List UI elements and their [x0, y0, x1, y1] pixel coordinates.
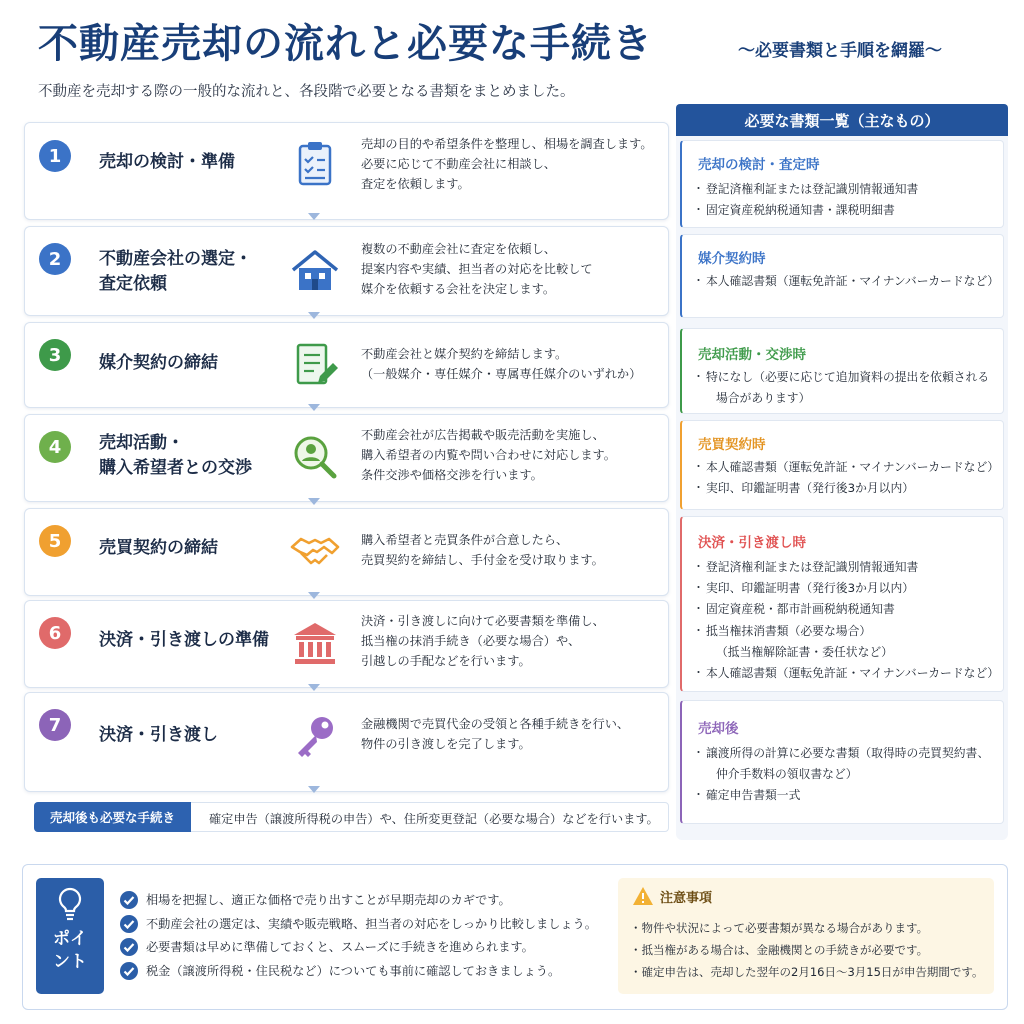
step-description: 決済・引き渡しに向けて必要書類を準備し、 抵当権の抹消手続き（必要な場合）や、 引越しの手配などを行います。 [361, 614, 605, 668]
doc-item: ・ 特になし（必要に応じて追加資料の提出を依頼される [696, 367, 993, 388]
doc-section-title: 売却後 [698, 721, 739, 737]
step-card-5 [24, 508, 669, 596]
doc-section-title: 売却の検討・査定時 [698, 157, 820, 173]
doc-item: ・ 実印、印鑑証明書（発行後3か月以内） [696, 578, 993, 599]
doc-item: ・ 実印、印鑑証明書（発行後3か月以内） [696, 478, 993, 499]
after-sale-label: 売却後も必要な手続き [34, 802, 191, 832]
point-item: 必要書類は早めに準備しておくと、スムーズに手続きを進められます。 [120, 937, 597, 961]
document-pen-icon [289, 339, 341, 391]
flow-arrow [308, 312, 320, 319]
doc-item: ・ 譲渡所得の計算に必要な書類（取得時の売買契約書、 [696, 743, 993, 764]
step-title: 売却の検討・準備 [99, 152, 235, 173]
doc-section-brokerage [680, 234, 1004, 318]
step-number: 5 [39, 525, 71, 557]
doc-list [696, 271, 1000, 292]
after-sale-bar [34, 802, 669, 832]
doc-item: ・ 本人確認書類（運転免許証・マイナンバーカードなど） [696, 271, 993, 292]
step-title: 決済・引き渡しの準備 [99, 630, 269, 651]
step-number: 4 [39, 431, 71, 463]
bank-icon [289, 617, 341, 669]
doc-item: ・ 本人確認書類（運転免許証・マイナンバーカードなど） [696, 663, 993, 684]
doc-section-title: 売却活動・交渉時 [698, 347, 806, 363]
step-card-4 [24, 414, 669, 502]
point-badge-label: ポイ ント [53, 929, 87, 972]
doc-section-settlement [680, 516, 1004, 692]
doc-item: ・ 固定資産税・都市計画税納税通知書 [696, 599, 993, 620]
intro-text: 不動産を売却する際の一般的な流れと、各段階で必要となる書類をまとめました。 [38, 84, 575, 100]
step-title: 不動産会社の選定・ 査定依頼 [99, 248, 252, 294]
flow-arrow [308, 684, 320, 691]
doc-item: （抵当権解除証書・委任状など） [716, 644, 893, 659]
doc-item: ・ 本人確認書類（運転免許証・マイナンバーカードなど） [696, 457, 993, 478]
flow-arrow [308, 786, 320, 793]
check-icon [120, 915, 138, 933]
step-title: 媒介契約の締結 [99, 353, 218, 374]
check-icon [120, 962, 138, 980]
check-icon [120, 891, 138, 909]
point-item: 不動産会社の選定は、実績や販売戦略、担当者の対応をしっかり比較しましょう。 [120, 914, 597, 938]
doc-list [696, 557, 1000, 684]
step-number: 7 [39, 709, 71, 741]
doc-section-title: 媒介契約時 [698, 251, 766, 267]
step-description: 複数の不動産会社に査定を依頼し、 提案内容や実績、担当者の対応を比較して 媒介を依頼する会社を決定します。 [361, 242, 593, 296]
page-title: 不動産売却の流れと必要な手続き [38, 21, 653, 67]
doc-item: ・ 抵当権抹消書類（必要な場合） [696, 621, 993, 642]
step-card-7 [24, 692, 669, 792]
caution-item: ・確定申告は、売却した翌年の2月16日〜3月15日が申告期間です。 [630, 965, 984, 979]
handshake-icon [289, 525, 341, 577]
doc-item: ・ 登記済権利証または登記識別情報通知書 [696, 179, 993, 200]
step-card-1 [24, 122, 669, 220]
flow-arrow [308, 404, 320, 411]
step-card-6 [24, 600, 669, 688]
clipboard-checklist-icon [289, 138, 341, 190]
documents-panel-heading: 必要な書類一覧（主なもの） [676, 104, 1008, 136]
doc-section-title: 決済・引き渡し時 [698, 535, 806, 551]
flow-arrow [308, 498, 320, 505]
doc-list [696, 367, 993, 409]
person-search-icon [289, 431, 341, 483]
step-number: 6 [39, 617, 71, 649]
doc-section-assessment [680, 140, 1004, 228]
step-number: 1 [39, 140, 71, 172]
doc-item: ・ 登記済権利証または登記識別情報通知書 [696, 557, 993, 578]
doc-item: ・ 固定資産税納税通知書・課税明細書 [696, 200, 993, 221]
point-list [120, 890, 597, 984]
caution-list [630, 918, 983, 984]
caution-box [618, 878, 994, 994]
step-number: 3 [39, 339, 71, 371]
step-description: 売却の目的や希望条件を整理し、相場を調査します。 必要に応じて不動産会社に相談し、 査定を依頼します。 [361, 137, 653, 191]
after-sale-text: 確定申告（譲渡所得税の申告）や、住所変更登記（必要な場合）などを行います。 [209, 812, 659, 826]
step-card-2 [24, 226, 669, 316]
lightbulb-icon [54, 886, 86, 922]
key-icon [289, 711, 341, 763]
page-subtitle: 〜必要書類と手順を網羅〜 [738, 41, 942, 61]
caution-item: ・物件や状況によって必要書類が異なる場合があります。 [630, 921, 929, 935]
point-badge [36, 878, 104, 994]
doc-list [696, 457, 1000, 499]
step-description: 金融機関で売買代金の受領と各種手続きを行い、 物件の引き渡しを完了します。 [361, 717, 630, 751]
doc-list [696, 743, 993, 807]
point-item: 相場を把握し、適正な価格で売り出すことが早期売却のカギです。 [120, 890, 597, 914]
step-number: 2 [39, 243, 71, 275]
doc-section-sales-contract [680, 420, 1004, 510]
warning-icon [632, 886, 654, 906]
doc-list [696, 179, 993, 221]
house-icon [289, 244, 341, 296]
step-title: 売買契約の締結 [99, 538, 218, 559]
doc-section-title: 売買契約時 [698, 437, 766, 453]
step-title: 売却活動・ 購入希望者との交渉 [99, 432, 252, 478]
step-description: 不動産会社が広告掲載や販売活動を実施し、 購入希望者の内覧や問い合わせに対応します。 条件交渉や価格交渉を行います。 [361, 428, 616, 482]
doc-item: 仲介手数料の領収書など） [716, 767, 858, 782]
caution-item: ・抵当権がある場合は、金融機関との手続きが必要です。 [630, 943, 929, 957]
step-description: 購入希望者と売買条件が合意したら、 売買契約を締結し、手付金を受け取ります。 [361, 533, 604, 567]
doc-item: 場合があります） [716, 391, 811, 406]
flow-arrow [308, 213, 320, 220]
check-icon [120, 938, 138, 956]
point-item: 税金（譲渡所得税・住民税など）についても事前に確認しておきましょう。 [120, 961, 597, 985]
doc-section-marketing [680, 328, 1004, 414]
step-description: 不動産会社と媒介契約を締結します。 （一般媒介・専任媒介・専属専任媒介のいずれか） [361, 347, 642, 381]
doc-item: ・ 確定申告書類一式 [696, 785, 993, 806]
flow-arrow [308, 592, 320, 599]
caution-title: 注意事項 [660, 891, 713, 906]
step-title: 決済・引き渡し [99, 725, 218, 746]
doc-section-after-sale [680, 700, 1004, 824]
step-card-3 [24, 322, 669, 408]
